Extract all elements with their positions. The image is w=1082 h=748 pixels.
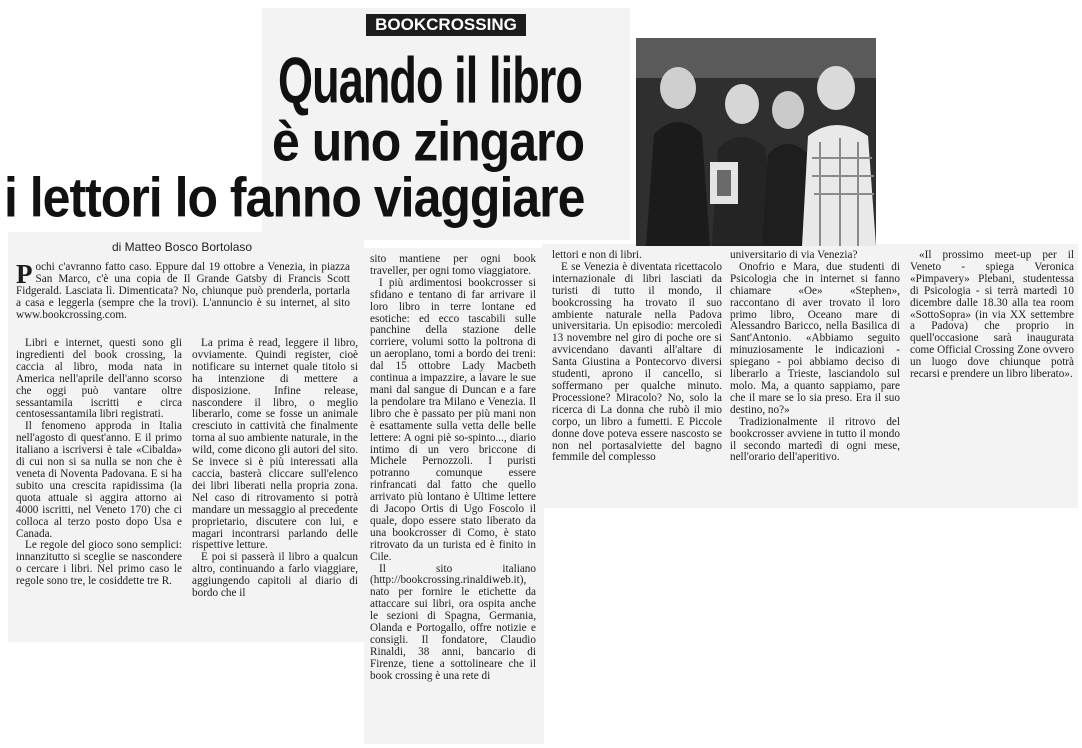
paragraph: Il sito italiano (http://bookcrossing.rinaldiweb.it), nato per fornire le etichette da attaccare sui libri, ora ospita anche le sezioni di Spagna, Germania, Olanda e Portogallo, offre notizie e consigli. Il fondatore, Claudio Rinaldi, 38 anni, bancario di Firenze, tiene a sottolineare che il book crossing è una rete di [370,562,536,682]
paragraph: I più ardimentosi bookcrosser si sfidano e tentano di far arrivare il loro libro in terre lontane ed esotiche: ed ecco tascabili sulle panchine della stazione delle corriere, volumi sotto la poltrona di un aeroplano, tomi a bordo dei treni: dal 15 ottobre Lady Macbeth continua a impazzire, a lavare le sue mani dal sangue di Duncan e a fare la pendolare tra Milano e Venezia. Il libro che è passato per più mani non è esattamente sulla vetta delle belle lettere: A ogni piè so-spinto..., diario intimo di un vero briccone di Michele Pernozzoli. I puristi potranno comunque essere rinfrancati dal fatto che quello arrivato più lontano è Ultime lettere di Jacopo Ortis di Ugo Foscolo il quale, dopo essere stato liberato da una bookcrosser di Como, è stato ritrovato da un turista ed è finito in Cile. [370,276,536,563]
paragraph: La prima è read, leggere il libro, ovviamente. Quindi register, cioè notificare su internet quale titolo si ha intenzione di mettere a disposizione. Infine release, nascondere il libro, o meglio liberarlo, come se fosse un animale cresciuto in cattività che finalmente torna al suo ambiente naturale, in the wild, come dicono gli autori del sito. Se invece si è più interessati alla caccia, basterà cliccare sull'elenco dei libri liberati nella propria zona. Nel caso di ritrovamento si potrà mandare un messaggio al precedente proprietario, discutere con lui, e magari incontrarsi parlando delle rispettive letture. [192,337,358,552]
headline-line-3: i lettori lo fanno viaggiare [4,166,585,229]
paragraph: lettori e non di libri. [552,249,642,261]
paragraph: universitario di via Venezia? [730,249,858,261]
paragraph: Il fenomeno approda in Italia nell'agosto di quest'anno. E il primo italiano a iscriversi è tale «Cibalda» di cui non si sa nulla se non che è veneta di Noventa Padovana. E si ha subito una crescita rapidissima (la quota attuale si aggira attorno ai 4000 iscritti, nel Veneto 170) che ci colloca al terzo posto dopo Usa e Canada. [16,420,182,540]
paragraph: «Il prossimo meet-up per il Veneto - spiega Veronica «Pimpavery» Plebani, studentessa di Psicologia - si terrà martedì 10 dicembre dalle 18.30 alla tea room «SottoSopra» (in via XX settembre a Padova) che proprio in quell'occasione sarà inaugurata come Official Crossing Zone ovvero un luogo dove chiunque potrà recarsi e prendere un libro liberato». [910,249,1074,381]
section-kicker: BOOKCROSSING [366,14,526,36]
paragraph: Onofrio e Mara, due studenti di Psicologia che in internet si fanno chiamare «Oe» «Stephen», raccontano di aver trovato il loro primo libro, Oceano mare di Alessandro Baricco, nella Basilica di Sant'Antonio. «Abbiamo seguito minuziosamente le indicazioni - spiegano - poi abbiamo deciso di liberarlo a Trieste, lasciandolo sul molo. Ma, a quanto sappiamo, pare che il mare se lo sia preso. Era il suo destino, no?» [730,260,900,416]
paragraph: Libri e internet, questi sono gli ingredienti del book crossing, la caccia al libro, moda nata in America nell'aprile dell'anno scorso che oggi può vantare oltre sessantamila iscritti e circa centosessantamila libri registrati. [16,337,182,421]
paragraph: E poi si passerà il libro a qualcun altro, continuando a farlo viaggiare, aggiungendo capitoli al diario di bordo che il [192,551,358,600]
article-column-2 [192,338,358,600]
article-column-3 [370,254,536,683]
byline: di Matteo Bosco Bortolaso [112,240,253,254]
article-photo [636,38,876,246]
paragraph: Le regole del gioco sono semplici: innanzitutto si sceglie se nascondere o cercare i libri. Nel primo caso le regole sono tre, le cosiddette tre R. [16,539,182,588]
paragraph: E se Venezia è diventata ricettacolo internazionale di libri lasciati da turisti di tutto il mondo, il bookcrossing ha trovato il suo ambiente naturale nella Padova universitaria. Un episodio: mercoledì 13 novembre nel giro di poche ore si avvicendano davanti all'altare di Santa Giustina a Pontecorvo diversi studenti, aprono il cancello, si soffermano per qualche minuto. Processione? Miracolo? No, solo la ricerca di La donna che rubò il mio corpo, un libro a fumetti. E Piccole donne dove poteva essere nascosto se non nel portasalviette del bagno femmile del complesso [552,260,722,464]
lead-text: ochi c'avranno fatto caso. Eppure dal 19 ottobre a Venezia, in piazza San Marco, c'è una copia de Il Grande Gatsby di Francis Scott Fidgerald. Lasciata lì. Dimenticata? No, chiunque può prenderla, portarla a casa e leggerla (sempre che la trovi). L'annuncio è su internet, al sito www.bookcrossing.com. [16,261,350,321]
lead-paragraph [16,259,350,322]
paragraph: sito mantiene per ogni book traveller, per ogni tomo viaggiatore. [370,253,536,277]
paragraph: Tradizionalmente il ritrovo del bookcrosser avviene in tutto il mondo il secondo martedì di ogni mese, nell'orario dell'aperitivo. [730,415,900,464]
headline-line-1: Quando il libro [278,44,582,117]
photo-people-illustration [636,38,876,246]
headline-line-2: è uno zingaro [272,110,584,173]
article-column-1 [16,338,182,588]
article-column-6 [910,250,1074,381]
article-column-4 [552,250,722,464]
drop-cap: P [16,259,33,289]
article-column-5 [730,250,900,464]
